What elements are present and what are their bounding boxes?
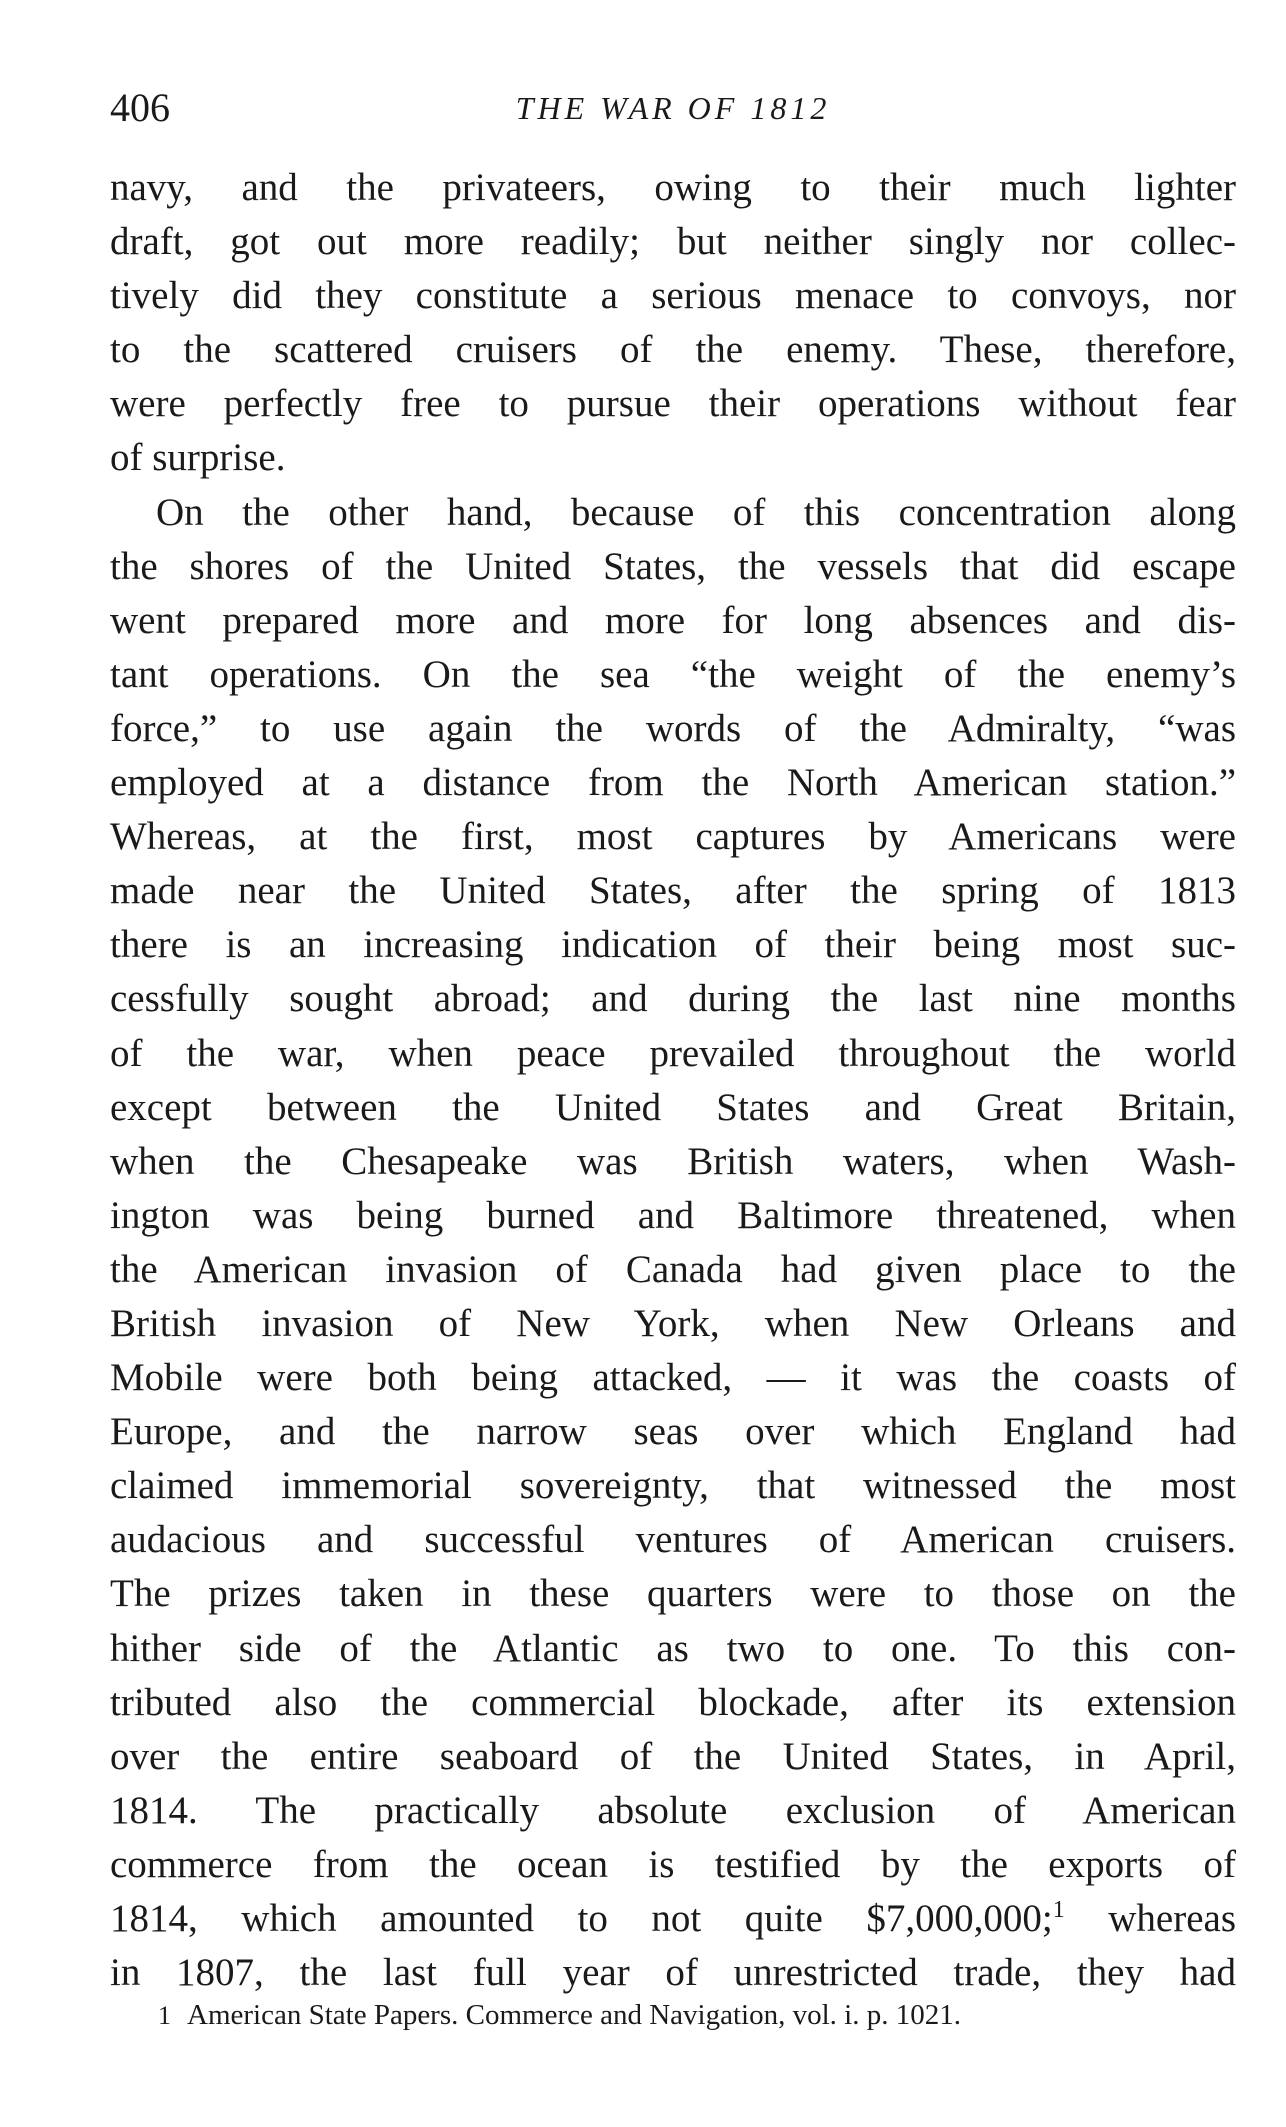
text-line: made near the United States, after the spring of 1813 (110, 869, 1236, 913)
text-line: navy, and the privateers, owing to their much lighter (110, 166, 1236, 209)
text-line: over the entire seaboard of the United States, in April, (110, 1734, 1236, 1778)
running-head (110, 78, 1236, 138)
text-line: tively did they constitute a serious menace to convoys, nor (110, 274, 1236, 318)
text-line: employed at a distance from the North American station.” (110, 761, 1236, 805)
text-line: Europe, and the narrow seas over which England had (110, 1410, 1236, 1454)
page-number: 406 (110, 85, 170, 130)
footnote-marker: 1 (158, 2001, 171, 2030)
text-line: the shores of the United States, the vessels that did escape (110, 544, 1236, 588)
text-line: tant operations. On the sea “the weight of the enemy’s (110, 652, 1236, 696)
text-line: The prizes taken in these quarters were to those on the (110, 1572, 1236, 1616)
text-line: British invasion of New York, when New Orleans and (110, 1301, 1236, 1345)
text-line-with-footnote-ref (110, 1892, 1236, 1946)
text-line: audacious and successful ventures of American cruisers. (110, 1518, 1236, 1562)
text-line: went prepared more and more for long absences and dis- (110, 598, 1236, 642)
footnote-text: American State Papers. Commerce and Navigation, vol. i. p. 1021. (187, 1999, 961, 2031)
text-line: except between the United States and Great Britain, (110, 1085, 1236, 1129)
text-line: On the other hand, because of this concentration along (156, 490, 1236, 534)
text-line: tributed also the commercial blockade, after its extension (110, 1680, 1236, 1724)
text-line: draft, got out more readily; but neither singly nor collec- (110, 220, 1236, 264)
text-line: the American invasion of Canada had given place to the (110, 1247, 1236, 1291)
text-line: to the scattered cruisers of the enemy. These, therefore, (110, 328, 1236, 372)
footnote-reference: 1 (1052, 1897, 1065, 1923)
text-line: Mobile were both being attacked, — it was the coasts of (110, 1356, 1236, 1400)
text-line: hither side of the Atlantic as two to one. To this con- (110, 1626, 1236, 1670)
running-title: THE WAR OF 1812 (515, 90, 831, 126)
text-line: were perfectly free to pursue their operations without fear (110, 382, 1236, 426)
body-text (110, 161, 1236, 2000)
text-line: there is an increasing indication of their being most suc- (110, 923, 1236, 967)
text-line: claimed immemorial sovereignty, that witnessed the most (110, 1464, 1236, 1508)
text-line: of the war, when peace prevailed throughout the world (110, 1031, 1236, 1075)
text-line: commerce from the ocean is testified by the exports of (110, 1842, 1236, 1886)
text-line: force,” to use again the words of the Admiralty, “was (110, 706, 1236, 750)
text-line: in 1807, the last full year of unrestricted trade, they had (110, 1951, 1236, 1995)
footnote (158, 1990, 1208, 2041)
text-fragment: 1814, which amounted to not quite $7,000,000; (110, 1897, 1053, 1940)
text-fragment: whereas (1064, 1897, 1237, 1940)
text-line: cessfully sought abroad; and during the last nine months (110, 977, 1236, 1021)
text-line: of surprise. (110, 436, 286, 480)
text-line: when the Chesapeake was British waters, when Wash- (110, 1139, 1236, 1183)
text-line: 1814. The practically absolute exclusion of American (110, 1788, 1236, 1832)
text-line: Whereas, at the first, most captures by Americans were (110, 815, 1236, 859)
text-line: ington was being burned and Baltimore threatened, when (110, 1193, 1236, 1237)
